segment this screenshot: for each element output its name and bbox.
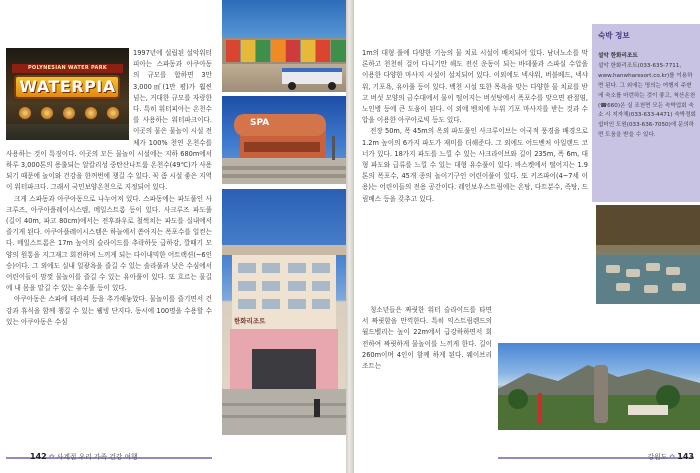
leaf-icon: ✿ [669,453,676,461]
left-page [0,0,346,473]
footbath-pool-photo [596,205,700,304]
hanwha-sign-text: 한화리조트 [234,317,266,325]
page-number: 143 [677,452,694,461]
book-title: 사계절 우리 가족 건강 여행 [56,453,138,461]
market-stalls-photo [222,0,346,92]
paragraph: 청소년들은 짜릿한 워터 슬라이드를 타면서 짜릿함을 만끽한다. 특히 익스트림렌드의 월드벨리는 높이 22m에서 급강하하면서 회전하여 짜릿하게 물놀이를 느끼게 한다. 길이 260m이며 4인이 함께 하게 된다. 웨이브리조트는 [362,306,492,371]
right-body-text-lower [362,305,492,372]
paragraph: 크게 스파동과 아쿠아동으로 나누어져 있다. 스파동에는 파도풀인 사크루즈, 아쿠아플레이시스템, 메일스트롬 등이 있다. 사크루즈 파도풀(길이 40m, 파고 80cm)에서는 전후좌우로 철썩치는 파도를 실내에서 즐기게 된다. 아쿠아플레이시스템은 하늘에서 쏟아지는 폭포수를 일컫는다. 메일스트롬은 17m 높이의 슬라이드를 추락하듯 급하강, 깔때기 모양의 원통을 지그재그 회전하며 느끼게 되는 다이내믹한 어트랙션(~6인승)이다. 그 외에도 실내 일광욕을 즐길 수 있는 솔라풀과 낮은 수심에서 어린이들이 맘껏 물놀이를 즐길 수 있는 유아풀이 있다. 또 흐르는 물길에 내 몸을 맡길 수 있는 유수풀 등이 있다. [6,194,212,293]
photo-float-spacer [6,48,133,144]
info-box-highlight: 설악 한화리조트 [598,53,638,59]
sign-subtitle: POLYNESIAN WATER PARK [27,65,108,71]
info-box-body [598,52,696,141]
right-footer [622,451,694,473]
page-number: 142 [30,452,47,461]
paragraph: 1m의 대형 풀에 다양한 기능의 물 치료 시설이 배치되어 있다. 남녀노소를 막론하고 천천히 걸어 다니기만 해도 전신 운동이 되는 바데풀과 스파실 수압을 이용한 다양한 마사지 시설이 설치되어 있다. 이외에도 넥샤워, 버블베드, 넥샤워, 기포욕, 유아풀 등이 있다. 백천 시설 또한 목욕을 맞는 다양한 물 치료를 받고 버섯 모양의 금수대에서 물이 떨어지는 버섯탕에서 폭포수를 맞으면 관절염, 노인병 등에 큰 도움이 된다. 이 외에 벤치에 누워 기포 마사지를 받는 것과 수압을 이용한 아쿠아로빅 등도 있다. [362,49,588,125]
hanwha-resort-photo [222,189,346,435]
paragraph: 아쿠아동은 스파에 테라피 등을 추가해놓았다. 물놀이를 즐기면서 건강과 휴식을 함께 챙길 수 있는 웰빙 단지다. 동시에 100명을 수용할 수 있는 아쿠아동은 수심 [6,295,212,326]
right-body-text [362,48,588,205]
left-body-text [6,48,212,328]
right-page [354,0,700,473]
info-box-text: 설악 한화리조트(033-635-7711, www.hanwharesort.co.kr)를 이용하면 된다. 그 외에는 명의는 여행지 주변에 숙소를 마련하는 것이 좋고, 척산온천(☎660)은 실 조천면 모든 숙박업회 숙소 시 지자체(033-633-4471) 숙박정회 쉼터인 도원(033-636-7050)에 문의하면 도움을 받을 수 있다. [598,62,696,139]
book-gutter [346,0,354,473]
lodging-info-box [592,24,700,202]
paragraph: 1997년에 설립된 설악워터피아는 스파동과 아쿠아동의 규모를 합하면 3만 3,000㎡(1만 평)가 훨씬 넘는, 거대한 규모를 자랑한다. 특히 워터피아는 온천수를 사용하는 워터파크이다. 이곳의 물은 물놀이 시설 전체가 100% 천연 온천수를 사용하는 것이 특징이다. 이곳의 모든 물놀이 시설에는 지하 680m에서 하루 3,000톤의 용출되는 알칼리성 중탄산나트륨 온천수(49℃)가 사용되기 때문에 놀이와 건강을 한꺼번에 챙길 수 있다. 꼭 좀 시설 좋은 지역이 워터파크다. 그래서 국민보양온천으로 지정되어 있다. [6,49,212,192]
info-box-title: 숙박 정보 [598,31,630,40]
mountain-park-photo [498,343,700,430]
leaf-icon: ✿ [48,453,55,461]
spa-building-photo [222,96,346,184]
spa-sign-text: SPA [250,118,270,128]
left-footer [30,451,230,473]
paragraph: 전장 50m, 폭 45m의 옥외 파도풀인 사크루이브는 이국적 풍경을 배경으로 1.2m 높이의 6가지 파도가 재미를 더해준다. 그 외에도 어드벤처 아일랜드 코너가 있다. 18가지 파도를 느낄 수 있는 사크라이브와 길이 235m, 폭 6m, 대형 파도와 급류를 느낄 수 있는 대형 유수풀이 있다. 바스켓에서 떨어지는 1.9톤의 폭포수, 45개 종의 놀이기구인 어린이풀이 있다. 또 키즈파어(4~7세 이용)는 어린이들의 전용 공간이다. 레인보우스트림에는 온탕, 다트분수, 족탕, 드림베스 등을 갖추고 있다. [362,127,588,203]
sign-title: WATERPIA [19,77,116,96]
region-label: 강원도 [647,453,668,461]
